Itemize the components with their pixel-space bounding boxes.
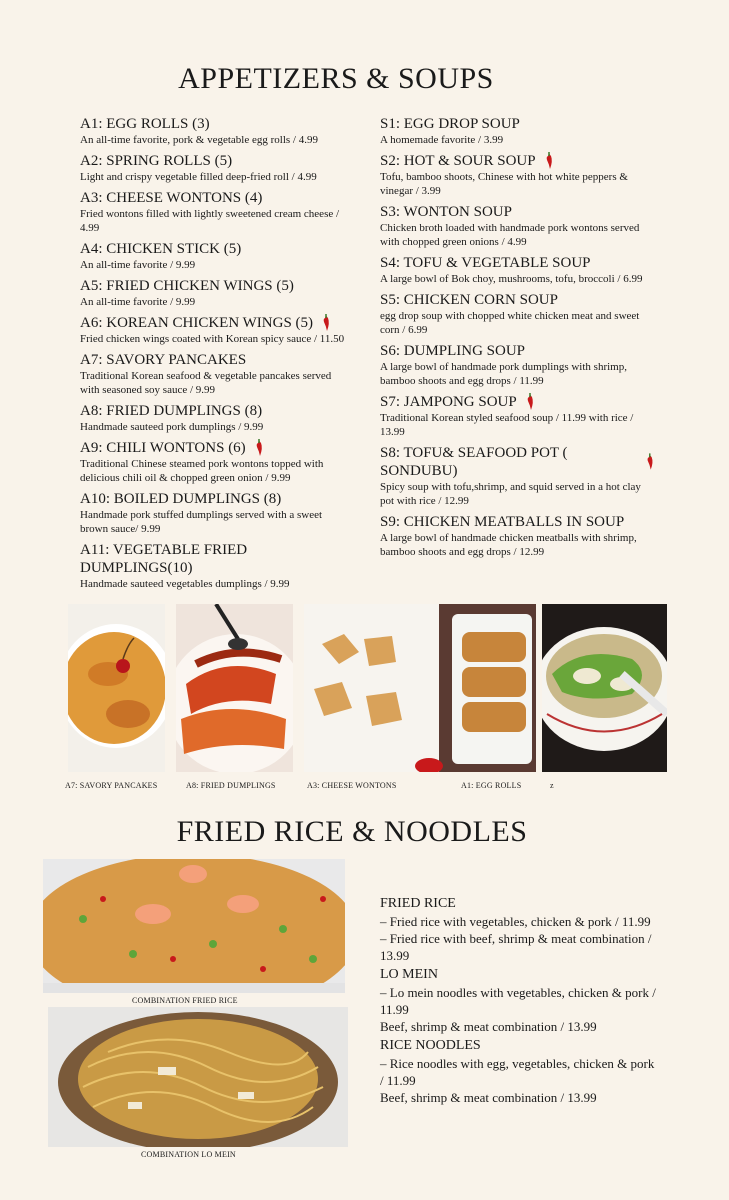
combination-lo-mein-photo [48,1007,348,1147]
item-name: S4: TOFU & VEGETABLE SOUP [380,255,591,271]
appetizers-column [80,115,352,596]
item-desc: Tofu, bamboo shoots, Chinese with hot white peppers & vinegar / 3.99 [380,171,628,197]
item-desc: Handmade pork stuffed dumplings served with a sweet brown sauce/ 9.99 [80,509,323,535]
menu-item [380,342,655,388]
fried-rice-option: – Fried rice with beef, shrimp & meat combination / 13.99 [380,931,652,963]
menu-item [380,393,655,439]
menu-item [380,115,655,147]
item-name: A1: EGG ROLLS (3) [80,116,210,132]
item-name: A4: CHICKEN STICK (5) [80,241,242,257]
item-name: S8: TOFU& SEAFOOD POT ( SONDUBU) [380,445,568,479]
item-desc: An all-time favorite / 9.99 [80,259,196,271]
item-desc: Chicken broth loaded with handmade pork wontons served with chopped green onions / 4.99 [380,222,640,248]
item-name: A9: CHILI WONTONS (6) [80,440,246,456]
item-desc: Handmade sauteed vegetables dumplings / 9.99 [80,578,290,590]
menu-item [80,351,352,397]
item-desc: Fried wontons filled with lightly sweetened cream cheese / 4.99 [80,208,340,234]
item-desc: Fried chicken wings coated with Korean spicy sauce / 11.50 [80,333,345,345]
item-name: A7: SAVORY PANCAKES [80,352,247,368]
menu-item [80,240,352,272]
menu-item [380,203,655,249]
lo-mein-option: – Lo mein noodles with vegetables, chicken & pork / 11.99 [380,985,656,1017]
photo-caption: A8: FRIED DUMPLINGS [186,781,276,790]
item-desc: Traditional Korean seafood & vegetable pancakes served with seasoned soy sauce / 9.99 [80,370,332,396]
lo-mein-option: Beef, shrimp & meat combination / 13.99 [380,1019,597,1034]
item-desc: egg drop soup with chopped white chicken meat and sweet corn / 6.99 [380,310,640,336]
fried-rice-noodles-heading: FRIED RICE & NOODLES [176,815,528,848]
item-desc: An all-time favorite, pork & vegetable egg rolls / 4.99 [80,134,318,146]
item-name: S9: CHICKEN MEATBALLS IN SOUP [380,514,625,530]
item-desc: A large bowl of Bok choy, mushrooms, tofu, broccoli / 6.99 [380,273,643,285]
item-name: A2: SPRING ROLLS (5) [80,153,233,169]
fried-rice-noodles-list [380,893,660,1106]
photo-caption: A7: SAVORY PANCAKES [65,781,158,790]
photo-caption: COMBINATION FRIED RICE [132,996,238,1005]
menu-item [380,444,655,508]
item-desc: Spicy soup with tofu,shrimp, and squid served in a hot clay pot with rice / 12.99 [380,481,641,507]
item-name: S2: HOT & SOUR SOUP [380,153,536,169]
menu-item [80,490,352,536]
menu-item [80,189,352,235]
cheese-wontons-eggrolls-photo [304,604,536,772]
item-name: A11: VEGETABLE FRIED DUMPLINGS(10) [80,542,248,576]
item-name: S5: CHICKEN CORN SOUP [380,292,558,308]
menu-item [380,152,655,198]
chili-pepper-icon [645,453,655,471]
item-name: S6: DUMPLING SOUP [380,343,526,359]
item-desc: A homemade favorite / 3.99 [380,134,504,146]
savory-pancakes-photo [68,604,165,772]
item-name: S3: WONTON SOUP [380,204,512,220]
item-name: A8: FRIED DUMPLINGS (8) [80,403,263,419]
soups-column [380,115,655,564]
fried-rice-title: FRIED RICE [380,896,456,911]
rice-noodles-title: RICE NOODLES [380,1038,481,1053]
wonton-soup-photo [542,604,667,772]
menu-item [80,402,352,434]
fried-rice-option: – Fried rice with vegetables, chicken & pork / 11.99 [380,914,651,929]
item-name: A6: KOREAN CHICKEN WINGS (5) [80,315,314,331]
chili-pepper-icon [254,439,264,457]
item-name: A5: FRIED CHICKEN WINGS (5) [80,278,294,294]
menu-item [80,439,352,485]
menu-item [380,513,655,559]
menu-item [80,152,352,184]
combination-fried-rice-photo [43,859,345,993]
menu-item [80,115,352,147]
rice-noodles-option: – Rice noodles with egg, vegetables, chicken & pork / 11.99 [380,1056,655,1088]
photo-caption: A3: CHEESE WONTONS [307,781,397,790]
item-name: S1: EGG DROP SOUP [380,116,520,132]
item-desc: An all-time favorite / 9.99 [80,296,196,308]
rice-noodles-option: Beef, shrimp & meat combination / 13.99 [380,1090,597,1105]
menu-item [80,314,352,346]
appetizers-soups-heading: APPETIZERS & SOUPS [178,62,494,95]
item-desc: Traditional Chinese steamed pork wontons topped with delicious chili oil & chopped green onion / 9.99 [80,458,324,484]
chili-pepper-icon [544,152,554,170]
item-desc: A large bowl of handmade pork dumplings with shrimp, bamboo shoots and egg drops / 11.99 [380,361,627,387]
item-name: S7: JAMPONG SOUP [380,394,517,410]
item-name: A3: CHEESE WONTONS (4) [80,190,263,206]
menu-item [380,254,655,286]
photo-caption: COMBINATION LO MEIN [141,1150,236,1159]
item-desc: Light and crispy vegetable filled deep-fried roll / 4.99 [80,171,317,183]
chili-pepper-icon [321,314,331,332]
item-desc: Traditional Korean styled seafood soup / 11.99 with rice / 13.99 [380,412,634,438]
menu-item [380,291,655,337]
photo-caption: z [550,781,554,790]
fried-dumplings-photo [176,604,293,772]
lo-mein-title: LO MEIN [380,967,438,982]
item-desc: Handmade sauteed pork dumplings / 9.99 [80,421,264,433]
photo-caption: A1: EGG ROLLS [461,781,522,790]
item-name: A10: BOILED DUMPLINGS (8) [80,491,282,507]
menu-item [80,277,352,309]
chili-pepper-icon [525,393,535,411]
item-desc: A large bowl of handmade chicken meatballs with shrimp, bamboo shoots and egg drops / 12.99 [380,532,637,558]
menu-item [80,541,352,591]
